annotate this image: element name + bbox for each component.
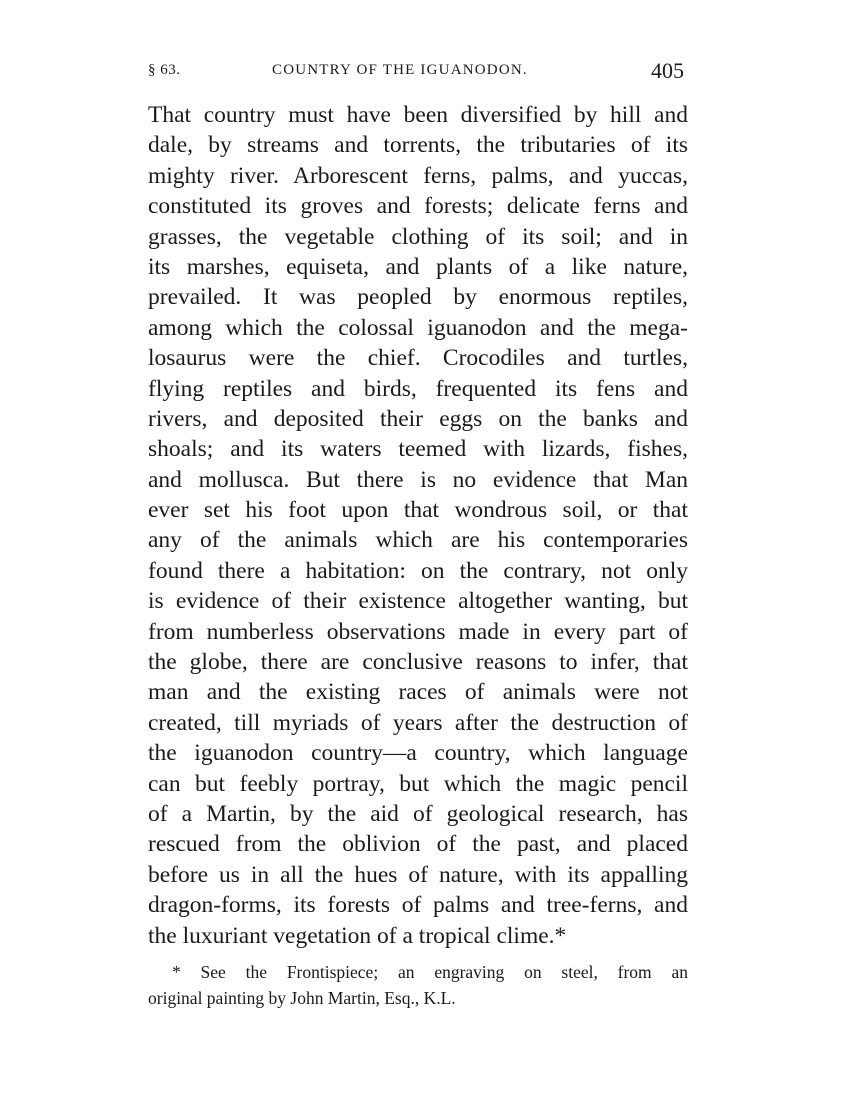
text-line: rescued from the oblivion of the past, and placed [148,831,688,858]
text-line: before us in all the hues of nature, with its appalling [148,861,688,888]
text-line: rivers, and deposited their eggs on the banks and [148,405,688,432]
text-line: of a Martin, by the aid of geological research, has [148,800,688,827]
text-line: the iguanodon country—a country, which language [148,740,688,767]
text-line: prevailed. It was peopled by enormous reptiles, [148,284,688,311]
text-line: shoals; and its waters teemed with lizards, fishes, [148,436,688,463]
running-head [148,58,684,88]
text-line: any of the animals which are his contemporaries [148,527,688,554]
footnote-line: * See the Frontispiece; an engraving on steel, from an [172,962,688,982]
text-line: is evidence of their existence altogether wanting, but [148,588,688,615]
page-number: 405 [651,58,684,83]
footnote [148,959,688,1011]
text-line: the globe, there are conclusive reasons to infer, that [148,649,688,676]
text-line: and mollusca. But there is no evidence that Man [148,466,688,493]
text-line: its marshes, equiseta, and plants of a like nature, [148,253,688,280]
text-line: losaurus were the chief. Crocodiles and turtles, [148,345,688,372]
running-title: COUNTRY OF THE IGUANODON. [272,62,528,78]
footnote-line: original painting by John Martin, Esq., K.L. [148,988,456,1008]
text-line: grasses, the vegetable clothing of its soil; and in [148,223,688,250]
text-line: ever set his foot upon that wondrous soil, or that [148,497,688,524]
text-line: among which the colossal iguanodon and the mega- [148,314,688,341]
text-line: constituted its groves and forests; delicate ferns and [148,193,688,220]
text-line: dale, by streams and torrents, the tributaries of its [148,132,688,159]
text-line: from numberless observations made in every part of [148,618,688,645]
text-line: dragon-forms, its forests of palms and tree-ferns, and [148,892,688,919]
text-line: man and the existing races of animals were not [148,679,688,706]
text-line: found there a habitation: on the contrary, not only [148,557,688,584]
text-line: created, till myriads of years after the destruction of [148,709,688,736]
text-line: the luxuriant vegetation of a tropical clime.* [148,922,567,949]
text-line: mighty river. Arborescent ferns, palms, and yuccas, [148,162,688,189]
body-paragraph [148,100,688,951]
section-number: § 63. [148,62,181,78]
text-line: can but feebly portray, but which the magic pencil [148,770,688,797]
text-line: flying reptiles and birds, frequented its fens and [148,375,688,402]
text-line: That country must have been diversified by hill and [148,102,688,128]
